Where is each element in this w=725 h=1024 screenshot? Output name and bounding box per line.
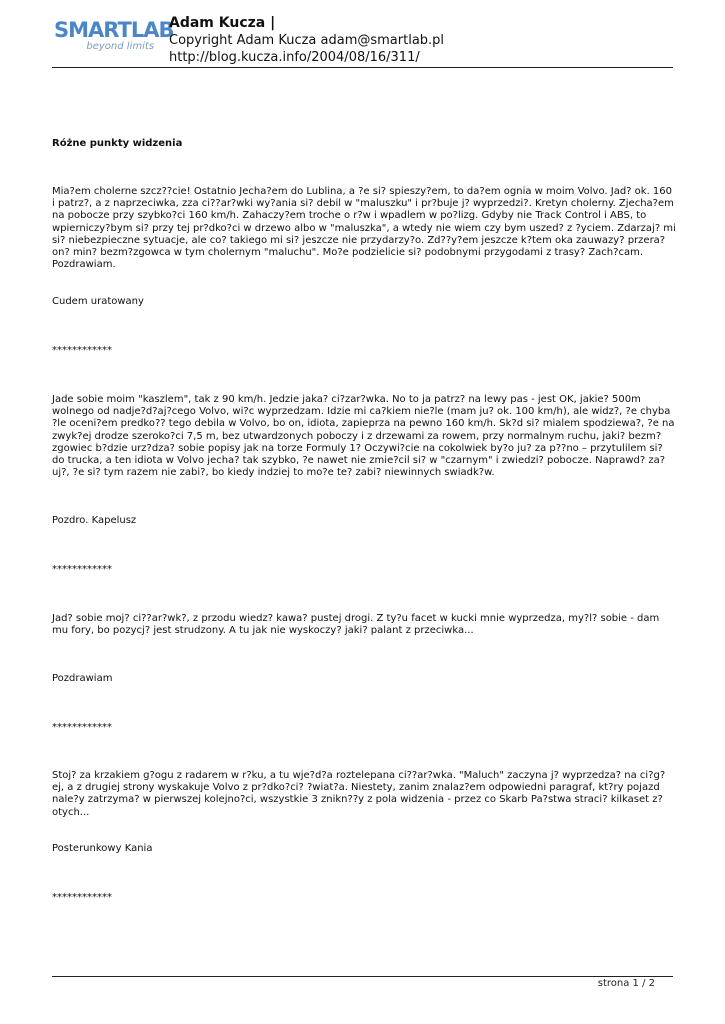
page-number: strona 1 / 2 [597, 978, 655, 989]
signature-3: Pozdrawiam [52, 673, 113, 684]
signature-2: Pozdro. Kapelusz [52, 515, 137, 526]
copyright-line: Copyright Adam Kucza adam@smartlab.pl [169, 33, 445, 48]
logo-tagline: beyond limits [86, 41, 154, 52]
signature-1: Cudem uratowany [52, 296, 144, 307]
paragraph-4: Stoj? za krzakiem g?ogu z radarem w r?ku, a tu wje?d?a roztelepana ci??ar?wka. "Maluch" zaczyna j? wyprzedza? na ci?g?ej, a z drugiej strony wyskakuje Volvo z pr?dko?ci? ?wiat?a. Niestety, zanim znalaz?em odpowiedni paragraf, kt?ry pojazd nale?y zatrzyma? w pierwszej kolejno?ci, wszystkie 3 znikn??y z pola widzenia - przez co Skarb Pa?stwa straci? kilkaset z?otych... [52, 770, 666, 818]
source-url: http://blog.kucza.info/2004/08/16/311/ [169, 50, 420, 65]
page-header [52, 14, 673, 68]
header-divider [52, 67, 673, 68]
signature-4: Posterunkowy Kania [52, 843, 153, 854]
separator-2: ************ [52, 564, 112, 575]
smartlab-logo [54, 18, 174, 60]
separator-4: ************ [52, 892, 112, 903]
logo-wordmark: SMARTLAB [54, 18, 174, 42]
paragraph-3: Jad? sobie moj? ci??ar?wk?, z przodu wiedz? kawa? pustej drogi. Z ty?u facet w kucki mnie wyprzedza, my?l? sobie - dam mu fory, bo pozycj? jest strudzony. A tu jak nie wyskoczy? jaki? palant z przeciwka... [52, 613, 660, 637]
paragraph-2: Jade sobie moim "kaszlem", tak z 90 km/h. Jedzie jaka? ci?zar?wka. No to ja patrz? na lewy pas - jest OK, jakie? 500m wolnego od nadje?d?aj?cego Volvo, wi?c wyprzedzam. Idzie mi ca?kiem nie?le (mam ju? ok. 100 km/h), ale widz?, ?e chyba ?le oceni?em predko?? tego debila w Volvo, bo on, idiota, zapieprza na pewno 160 km/h. Sk?d si? mialem spodziewa?, ?e na zwyk?ej drodze szeroko?ci 7,5 m, bez utwardzonych poboczy i z drzewami za rowem, przy normalnym ruchu, jaki? bezm?zgowiec b?dzie urz?dza? sobie popisy jak na torze Formuly 1? Oczywi?cie na cokolwiek by?o ju? za p??no – przytulilem si? do trucka, a ten idiota w Volvo jecha? tak szybko, ?e nawet nie zmie?cil si? w "czarnym" i zwiedzi? pobocze. Naprawd? za?uj?, ?e si? tym razem nie zabi?, bo kiedy indziej to mo?e te? zabi? niewinnych swiadk?w. [52, 394, 675, 479]
header-text [169, 14, 669, 66]
footer-divider [52, 976, 673, 977]
site-title: Adam Kucza | [169, 15, 276, 31]
article-title: Różne punkty widzenia [52, 138, 183, 149]
paragraph-1: Mia?em cholerne szcz??cie! Ostatnio Jecha?em do Lublina, a ?e si? spieszy?em, to da?em ognia w moim Volvo. Jad? ok. 160 i patrz?, a z naprzeciwka, zza ci??ar?wki wy?ania si? debil w "maluszku" i pr?buje j? wyprzedzi?. Kretyn cholerny. Zjecha?em na pobocze przy szybko?ci 160 km/h. Zahaczy?em troche o r?w i wpadlem w po?lizg. Gdyby nie Track Control i ABS, to wpierniczy?bym si? przy tej pr?dko?ci w drzewo albo w "maluszka", a wtedy nie wiem czy bym uszed? z ?yciem. Zdarzaj? mi si? niebezpieczne sytuacje, ale co? takiego mi si? jeszcze nie przydarzy?o. Zd??y?em jeszcze k?tem oka zauwazy? przera?on? min? bezm?zgowca w tym cholernym "maluchu". Mo?e podzielicie si? podobnymi przygodami z trasy? Zach?cam. Pozdrawiam. [52, 186, 676, 271]
separator-3: ************ [52, 722, 112, 733]
separator-1: ************ [52, 345, 112, 356]
